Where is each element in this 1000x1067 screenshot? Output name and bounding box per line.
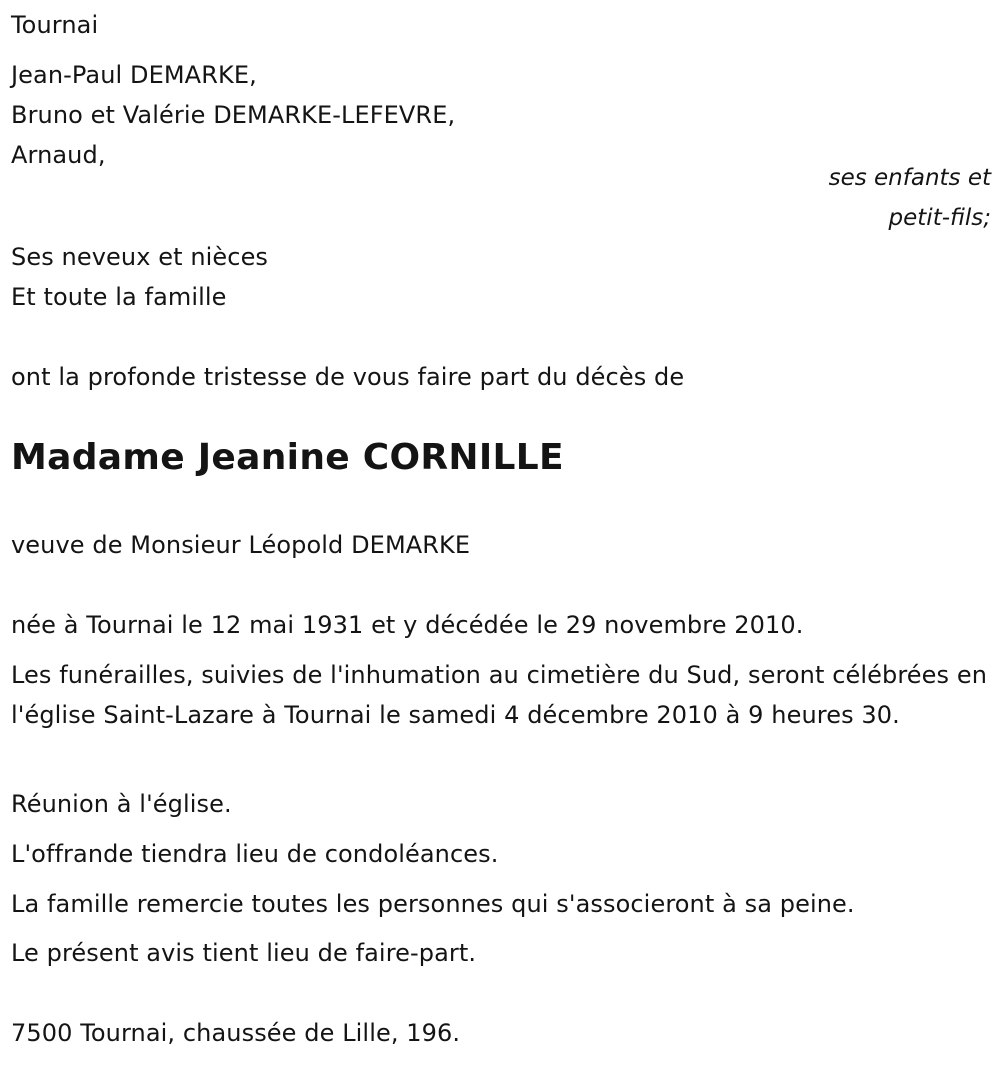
relatives-line: Et toute la famille [11, 283, 227, 311]
address-line: 7500 Tournai, chaussée de Lille, 196. [11, 1019, 461, 1047]
thanks-line: La famille remercie toutes les personnes qui s'associeront à sa peine. [11, 890, 855, 918]
announcement-text: ont la profonde tristesse de vous faire part du décès de [11, 363, 685, 391]
offering-line: L'offrande tiendra lieu de condoléances. [11, 840, 499, 868]
meeting-line: Réunion à l'église. [11, 790, 232, 818]
family-member-line: Bruno et Valérie DEMARKE-LEFEVRE, [11, 101, 456, 129]
notice-line: Le présent avis tient lieu de faire-part. [11, 939, 477, 967]
deceased-name: Madame Jeanine CORNILLE [11, 437, 564, 478]
family-relation-line: ses enfants et [828, 165, 991, 191]
obituary-notice [11, 0, 991, 1067]
family-relation-line: petit-fils; [888, 205, 991, 231]
family-member-line: Arnaud, [11, 141, 106, 169]
spouse-line: veuve de Monsieur Léopold DEMARKE [11, 531, 471, 559]
birth-death-line: née à Tournai le 12 mai 1931 et y décédée le 29 novembre 2010. [11, 611, 804, 639]
relatives-line: Ses neveux et nièces [11, 243, 269, 271]
location-heading: Tournai [11, 11, 99, 39]
family-member-line: Jean-Paul DEMARKE, [11, 61, 257, 89]
funeral-details: Les funérailles, suivies de l'inhumation au cimetière du Sud, seront célébrées en l'église Saint-Lazare à Tournai le samedi 4 décembre 2010 à 9 heures 30. [11, 661, 988, 729]
